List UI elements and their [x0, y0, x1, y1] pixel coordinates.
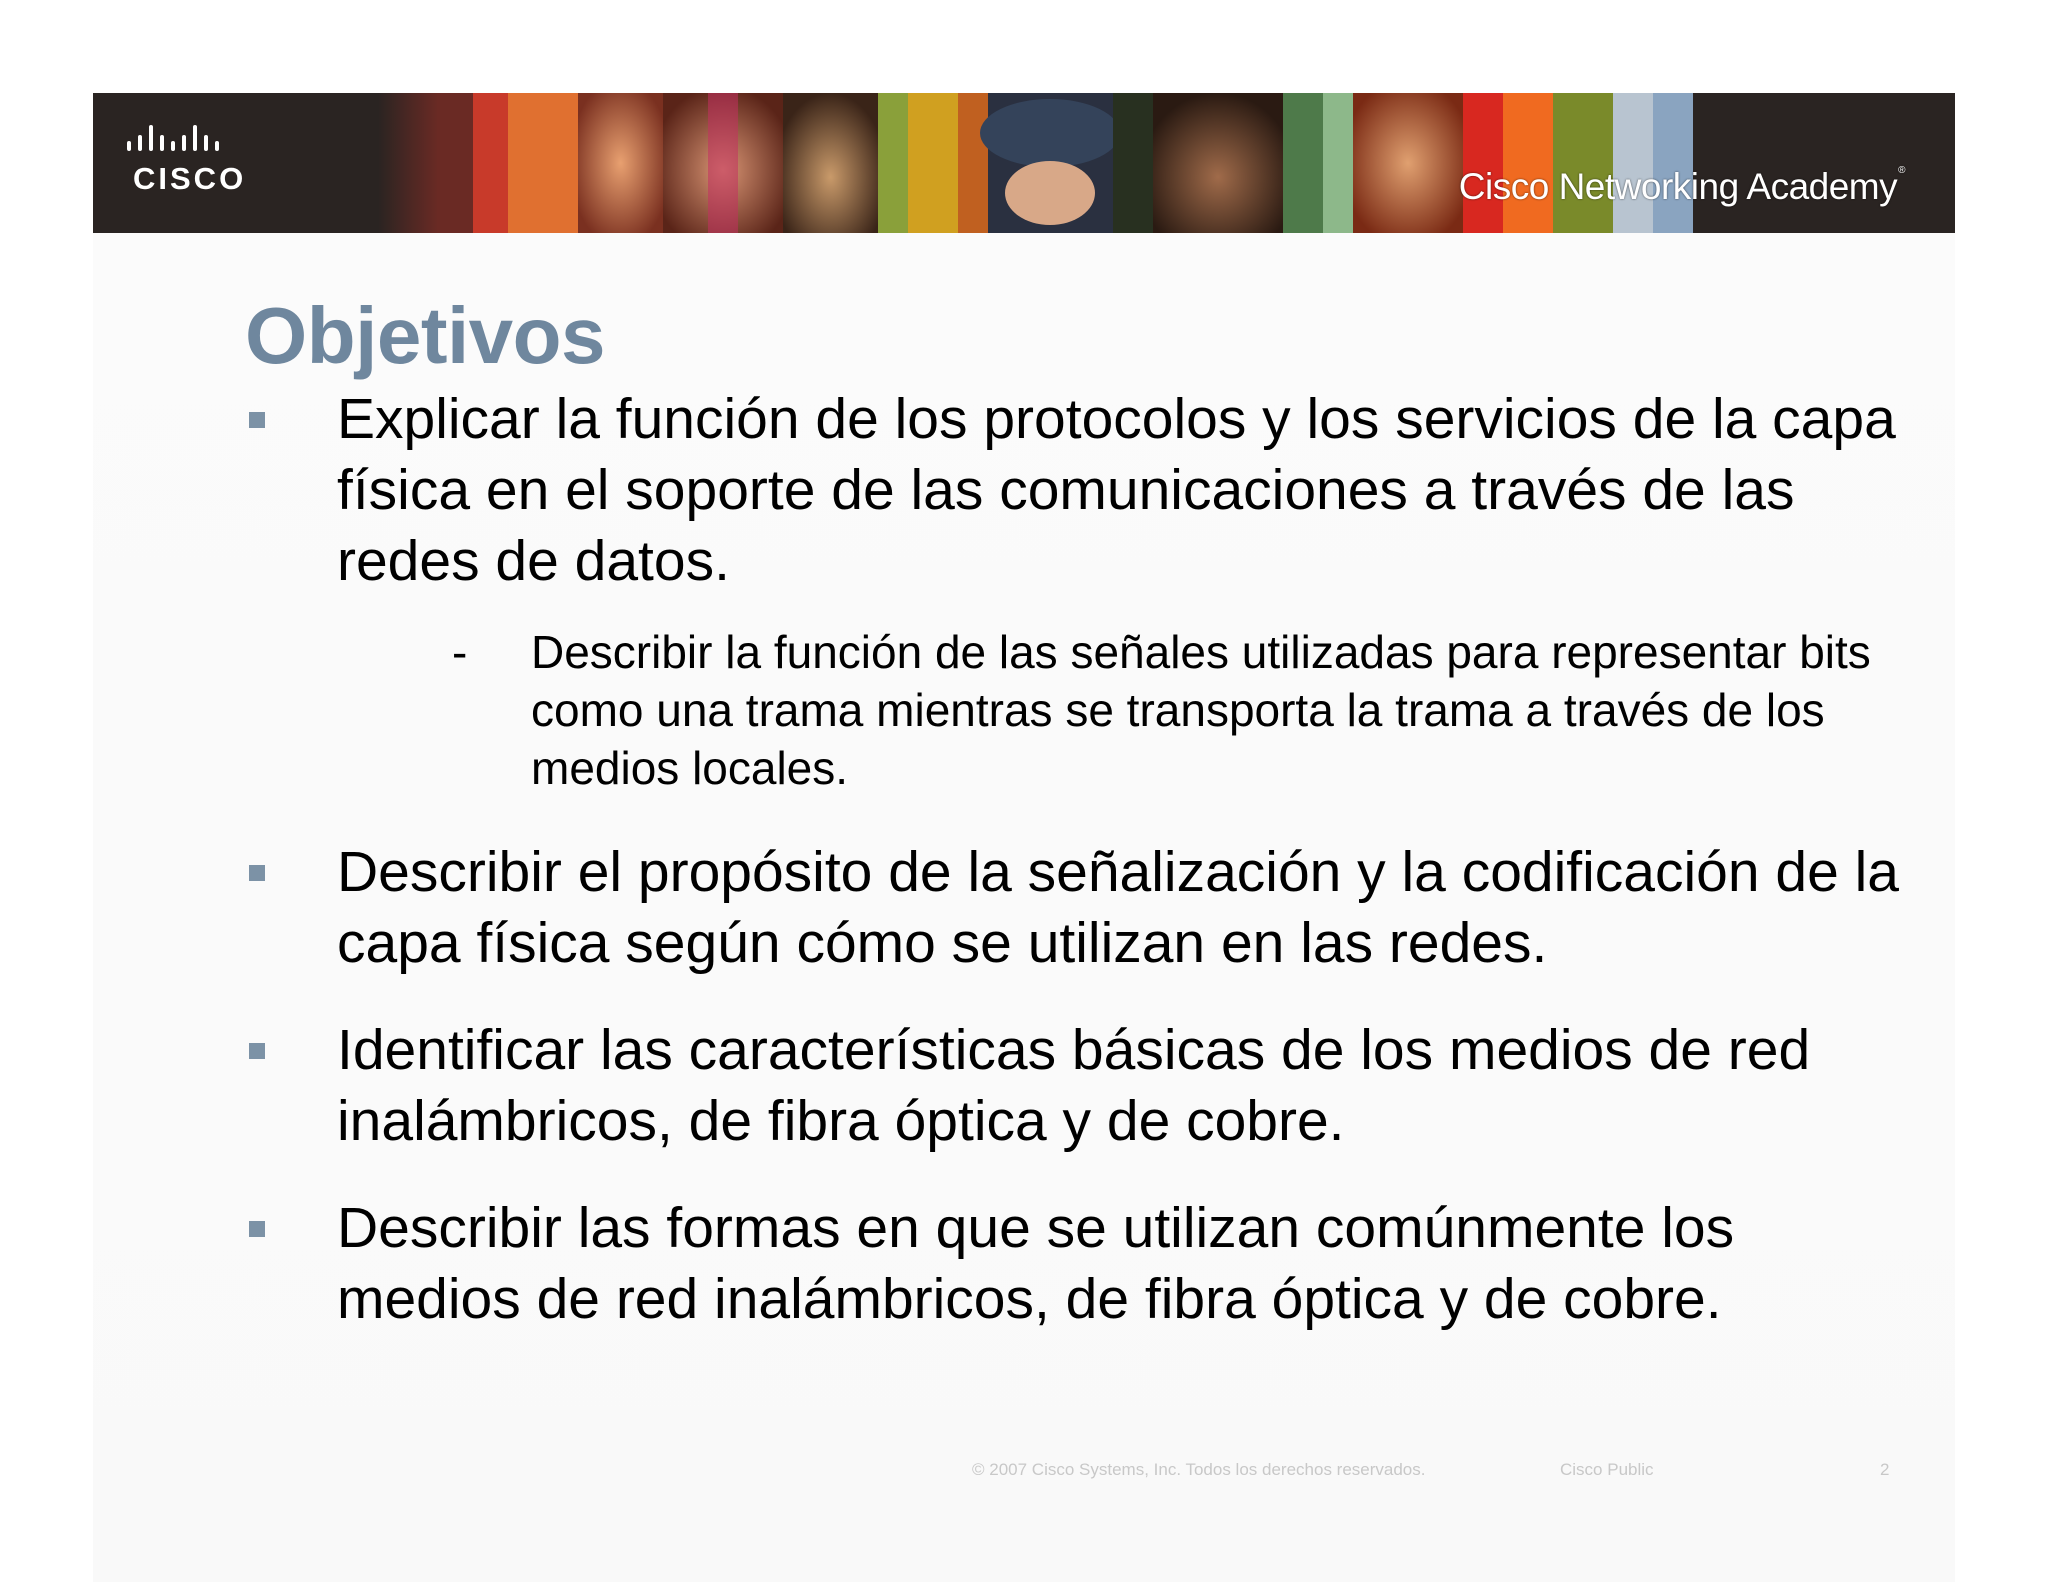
footer-copyright: © 2007 Cisco Systems, Inc. Todos los derechos reservados.	[972, 1460, 1426, 1479]
square-bullet-icon	[249, 412, 265, 428]
objective-item	[245, 1015, 1925, 1157]
registered-mark: ®	[1898, 165, 1905, 176]
objective-text: Identificar las características básicas de los medios de red inalámbricos, de fibra óptica y de cobre.	[337, 1018, 1811, 1153]
academy-title	[1459, 165, 1905, 208]
cisco-logo	[123, 123, 247, 203]
banner-photo-collage	[378, 93, 1913, 233]
sub-objective-text: Describir la función de las señales utilizadas para representar bits como una trama mientras se transporta la trama a través de los medios locales.	[531, 626, 1871, 794]
objectives-list	[245, 384, 1925, 1371]
objective-text: Describir el propósito de la señalización y la codificación de la capa física según cómo se utilizan en las redes.	[337, 840, 1899, 975]
page-number: 2	[1880, 1460, 1890, 1479]
objective-text: Describir las formas en que se utilizan comúnmente los medios de red inalámbricos, de fibra óptica y de cobre.	[337, 1196, 1735, 1331]
objective-item	[245, 837, 1925, 979]
cisco-bridge-logo-icon	[123, 123, 223, 159]
objective-text: Explicar la función de los protocolos y los servicios de la capa física en el soporte de las comunicaciones a través de las redes de datos.	[337, 387, 1896, 593]
square-bullet-icon	[249, 1043, 265, 1059]
objective-item	[245, 1193, 1925, 1335]
square-bullet-icon	[249, 1221, 265, 1237]
slide-title: Objetivos	[245, 291, 606, 380]
objective-item	[245, 384, 1925, 797]
cisco-wordmark: CISCO	[133, 161, 247, 196]
footer-classification: Cisco Public	[1560, 1460, 1654, 1479]
square-bullet-icon	[249, 865, 265, 881]
sub-objective-item	[337, 623, 1961, 797]
academy-name: Cisco Networking Academy	[1458, 166, 1898, 207]
dash-bullet: -	[452, 626, 468, 678]
header-banner	[93, 93, 1955, 233]
